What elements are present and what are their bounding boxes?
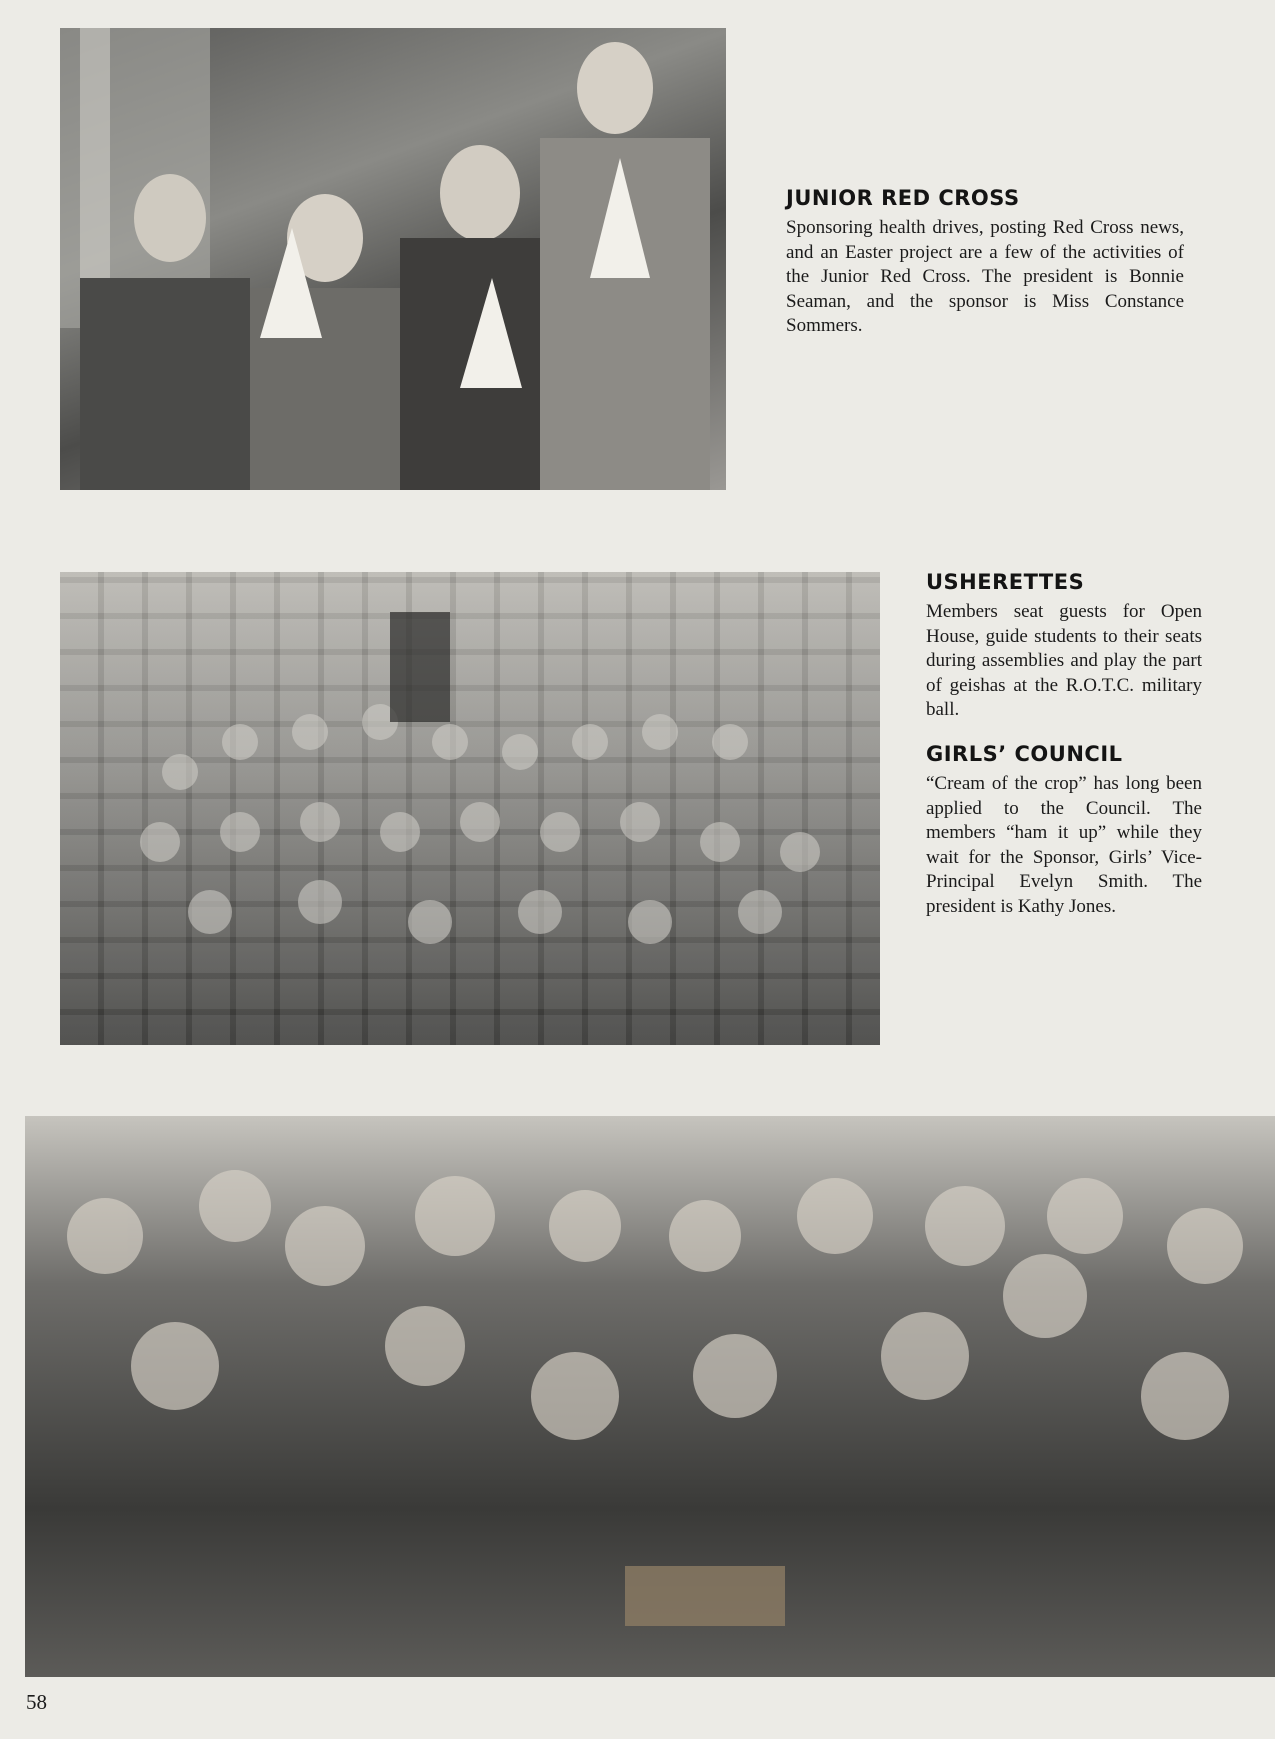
girls-council-photo-art (25, 1116, 1275, 1677)
girls-council-photo (25, 1116, 1275, 1677)
usherettes-photo (60, 572, 880, 1045)
girls-council-heading: GIRLS’ COUNCIL (926, 742, 1123, 766)
junior-red-cross-photo-art (60, 28, 726, 490)
usherettes-caption: Members seat guests for Open House, guide students to their seats during assemblies and play the part of geishas at the R.O.T.C. military ball. (926, 601, 1202, 720)
usherettes-heading: USHERETTES (926, 570, 1085, 594)
usherettes-photo-art (60, 572, 880, 1045)
junior-red-cross-photo (60, 28, 726, 490)
page-number: 58 (26, 1690, 47, 1714)
junior-red-cross-heading: JUNIOR RED CROSS (786, 186, 1020, 210)
girls-council-caption: “Cream of the crop” has long been applied to the Council. The members “ham it up” while they wait for the Sponsor, Girls’ Vice-Principal Evelyn Smith. The president is Kathy Jones. (926, 773, 1202, 917)
junior-red-cross-caption: Sponsoring health drives, posting Red Cross news, and an Easter project are a few of the activities of the Junior Red Cross. The president is Bonnie Seaman, and the sponsor is Miss Constance Sommers. (786, 217, 1184, 336)
